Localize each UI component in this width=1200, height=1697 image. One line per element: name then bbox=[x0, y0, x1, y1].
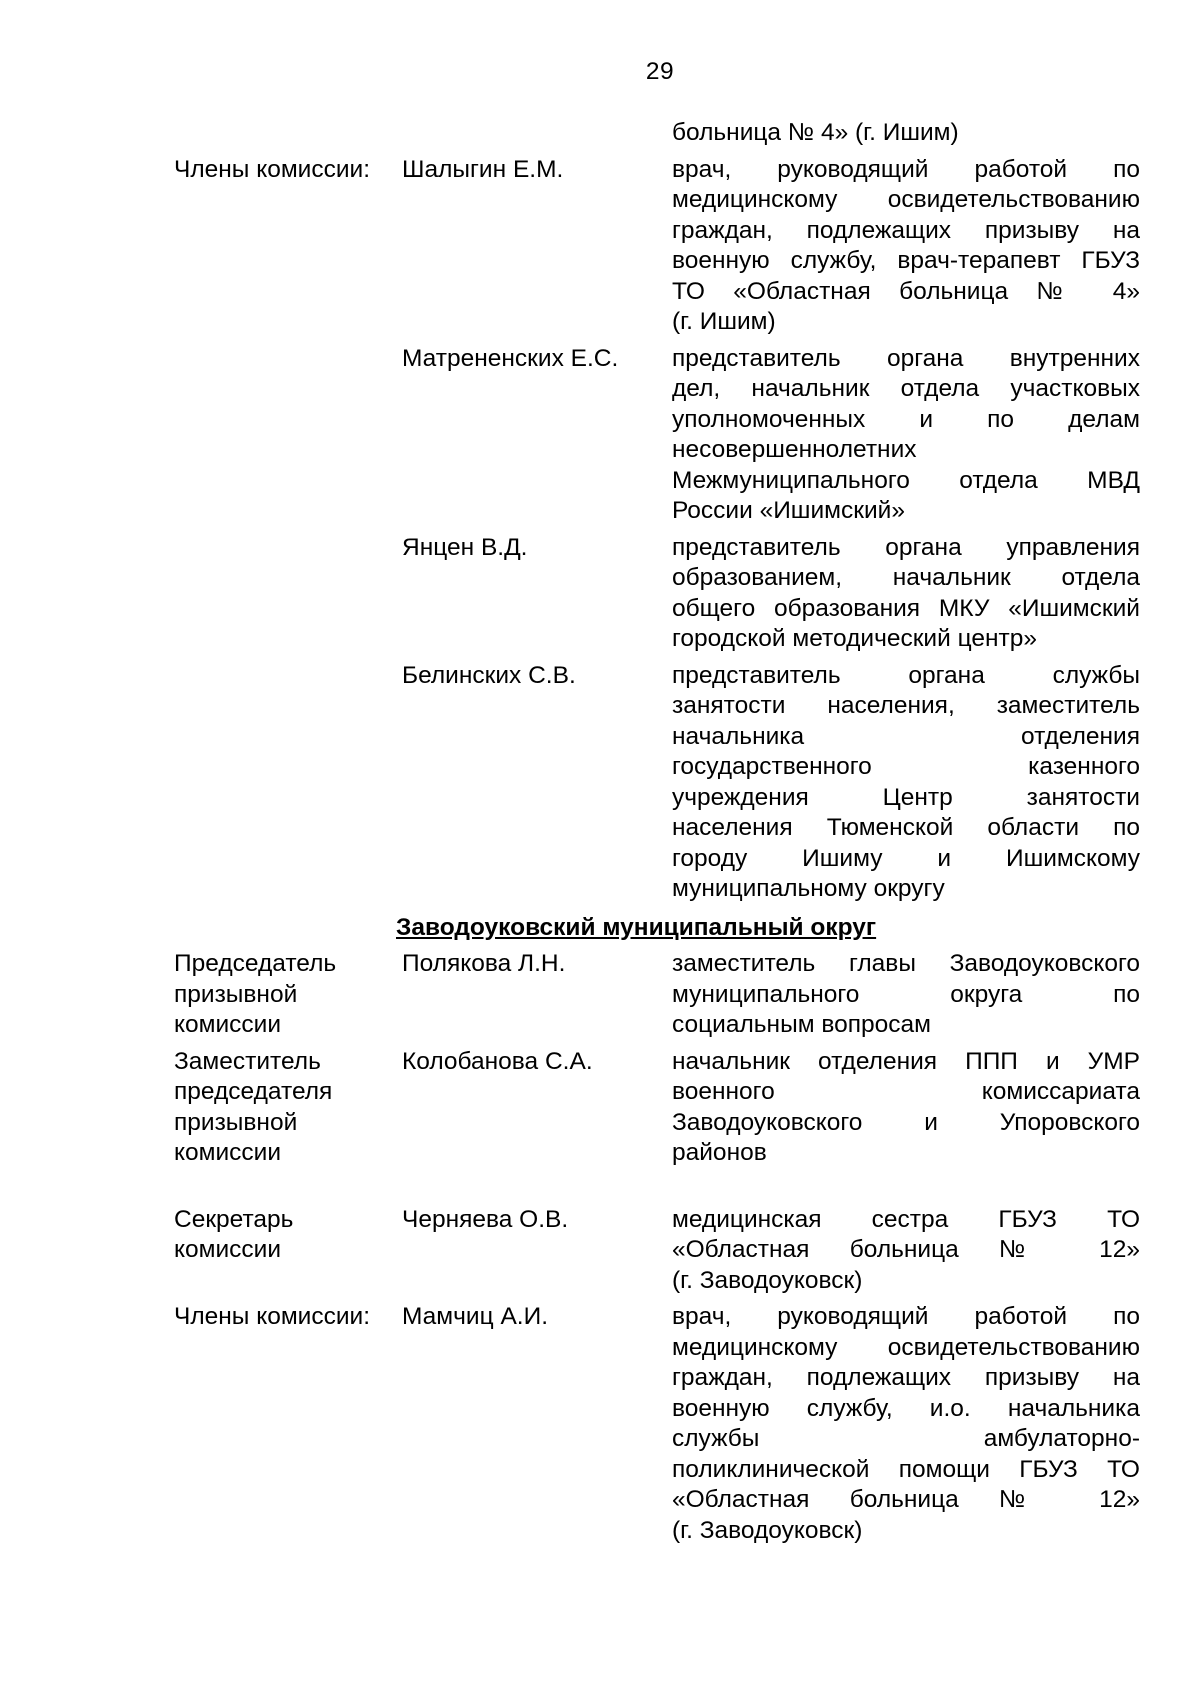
position-line: общего образования МКУ «Ишимский bbox=[672, 594, 1140, 622]
member-name: Черняева О.В. bbox=[402, 1205, 569, 1233]
position-line: медицинскому освидетельствованию bbox=[672, 186, 1140, 213]
role-line: Члены комиссии: bbox=[174, 1303, 371, 1330]
position-line: учреждения Центр занятости bbox=[672, 783, 1140, 811]
position-line: России «Ишимский» bbox=[672, 497, 905, 524]
position-line: (г. Ишим) bbox=[672, 308, 776, 335]
position-line: представитель органа службы bbox=[672, 661, 1140, 689]
position-line: дел, начальник отдела участковых bbox=[672, 375, 1140, 402]
member-name: Полякова Л.Н. bbox=[402, 950, 566, 977]
member-row-belinskih bbox=[174, 661, 1140, 905]
member-name: Колобанова С.А. bbox=[402, 1047, 593, 1075]
position-line: районов bbox=[672, 1139, 767, 1166]
position-line: социальным вопросам bbox=[672, 1011, 931, 1038]
member-row-matrenenskih bbox=[174, 344, 1140, 527]
position-line: (г. Заводоуковск) bbox=[672, 1266, 863, 1294]
position-line: больница № 4» (г. Ишим) bbox=[672, 119, 959, 146]
position-line: представитель органа внутренних bbox=[672, 344, 1140, 372]
position-line: врач, руководящий работой по bbox=[672, 155, 1140, 183]
role-cell bbox=[174, 1302, 402, 1333]
section-title: Заводоуковский муниципальный округ bbox=[396, 913, 877, 941]
member-row-continuation bbox=[174, 118, 1140, 149]
position-cell bbox=[672, 533, 1140, 655]
member-row-kolobanova bbox=[174, 1047, 1140, 1169]
position-cell bbox=[672, 344, 1140, 527]
position-line: занятости населения, заместитель bbox=[672, 692, 1140, 719]
member-row-polyakova bbox=[174, 949, 1140, 1041]
position-line: (г. Заводоуковск) bbox=[672, 1516, 863, 1544]
member-name: Янцен В.Д. bbox=[402, 533, 528, 561]
position-line: начальника отделения bbox=[672, 722, 1140, 750]
position-line: Заводоуковского и Упоровского bbox=[672, 1108, 1140, 1136]
member-name: Мамчиц А.И. bbox=[402, 1303, 549, 1330]
role-line: Председатель bbox=[174, 950, 337, 977]
position-line: населения Тюменской области по bbox=[672, 814, 1140, 841]
position-cell bbox=[672, 1302, 1140, 1546]
role-line: комиссии bbox=[174, 1236, 282, 1263]
position-cell bbox=[672, 661, 1140, 905]
role-cell bbox=[174, 949, 402, 1041]
position-cell bbox=[672, 118, 1140, 149]
role-line: Секретарь bbox=[174, 1205, 294, 1233]
position-line: Межмуниципального отдела МВД bbox=[672, 466, 1140, 494]
role-line: Заместитель bbox=[174, 1047, 321, 1075]
role-cell bbox=[174, 1205, 402, 1266]
member-row-chernyaeva bbox=[174, 1205, 1140, 1297]
position-cell bbox=[672, 155, 1140, 338]
position-line: образованием, начальник отдела bbox=[672, 564, 1140, 591]
member-row-shalygin bbox=[174, 155, 1140, 338]
role-cell bbox=[174, 1047, 402, 1169]
position-line: «Областная больница № 12» bbox=[672, 1486, 1140, 1513]
position-cell bbox=[672, 1047, 1140, 1169]
position-line: заместитель главы Заводоуковского bbox=[672, 950, 1140, 977]
position-line: муниципального округа по bbox=[672, 980, 1140, 1008]
commission-list bbox=[174, 118, 1140, 1546]
position-line: военного комиссариата bbox=[672, 1078, 1140, 1105]
member-name: Белинских С.В. bbox=[402, 661, 576, 689]
position-line: начальник отделения ППП и УМР bbox=[672, 1047, 1140, 1075]
role-line: комиссии bbox=[174, 1139, 282, 1166]
role-line: призывной bbox=[174, 1108, 298, 1136]
position-line: уполномоченных и по делам bbox=[672, 405, 1140, 433]
position-line: врач, руководящий работой по bbox=[672, 1303, 1140, 1330]
member-name: Матрененских Е.С. bbox=[402, 344, 619, 372]
position-line: граждан, подлежащих призыву на bbox=[672, 216, 1140, 244]
member-row-yantsen bbox=[174, 533, 1140, 655]
role-line: призывной bbox=[174, 980, 298, 1008]
role-line: комиссии bbox=[174, 1011, 282, 1038]
member-name: Шалыгин Е.М. bbox=[402, 155, 564, 183]
role-line: председателя bbox=[174, 1078, 333, 1105]
position-cell bbox=[672, 1205, 1140, 1297]
position-line: «Областная больница № 12» bbox=[672, 1236, 1140, 1263]
position-line: военную службу, врач-терапевт ГБУЗ bbox=[672, 247, 1140, 274]
position-line: муниципальному округу bbox=[672, 875, 945, 902]
position-line: государственного казенного bbox=[672, 753, 1140, 780]
position-line: представитель органа управления bbox=[672, 533, 1140, 561]
position-line: медицинскому освидетельствованию bbox=[672, 1333, 1140, 1361]
role-cell: Члены комиссии: bbox=[174, 155, 371, 183]
position-line: поликлинической помощи ГБУЗ ТО bbox=[672, 1455, 1140, 1483]
position-line: несовершеннолетних bbox=[672, 436, 917, 463]
position-line: ТО «Областная больница № 4» bbox=[672, 277, 1140, 305]
position-line: службы амбулаторно- bbox=[672, 1425, 1140, 1452]
position-line: городу Ишиму и Ишимскому bbox=[672, 844, 1140, 872]
position-line: военную службу, и.о. начальника bbox=[672, 1394, 1140, 1422]
position-line: граждан, подлежащих призыву на bbox=[672, 1364, 1140, 1391]
member-row-mamchits bbox=[174, 1302, 1140, 1546]
position-line: городской методический центр» bbox=[672, 625, 1037, 652]
position-cell bbox=[672, 949, 1140, 1041]
position-line: медицинская сестра ГБУЗ ТО bbox=[672, 1205, 1140, 1233]
page-number: 29 bbox=[645, 58, 675, 85]
